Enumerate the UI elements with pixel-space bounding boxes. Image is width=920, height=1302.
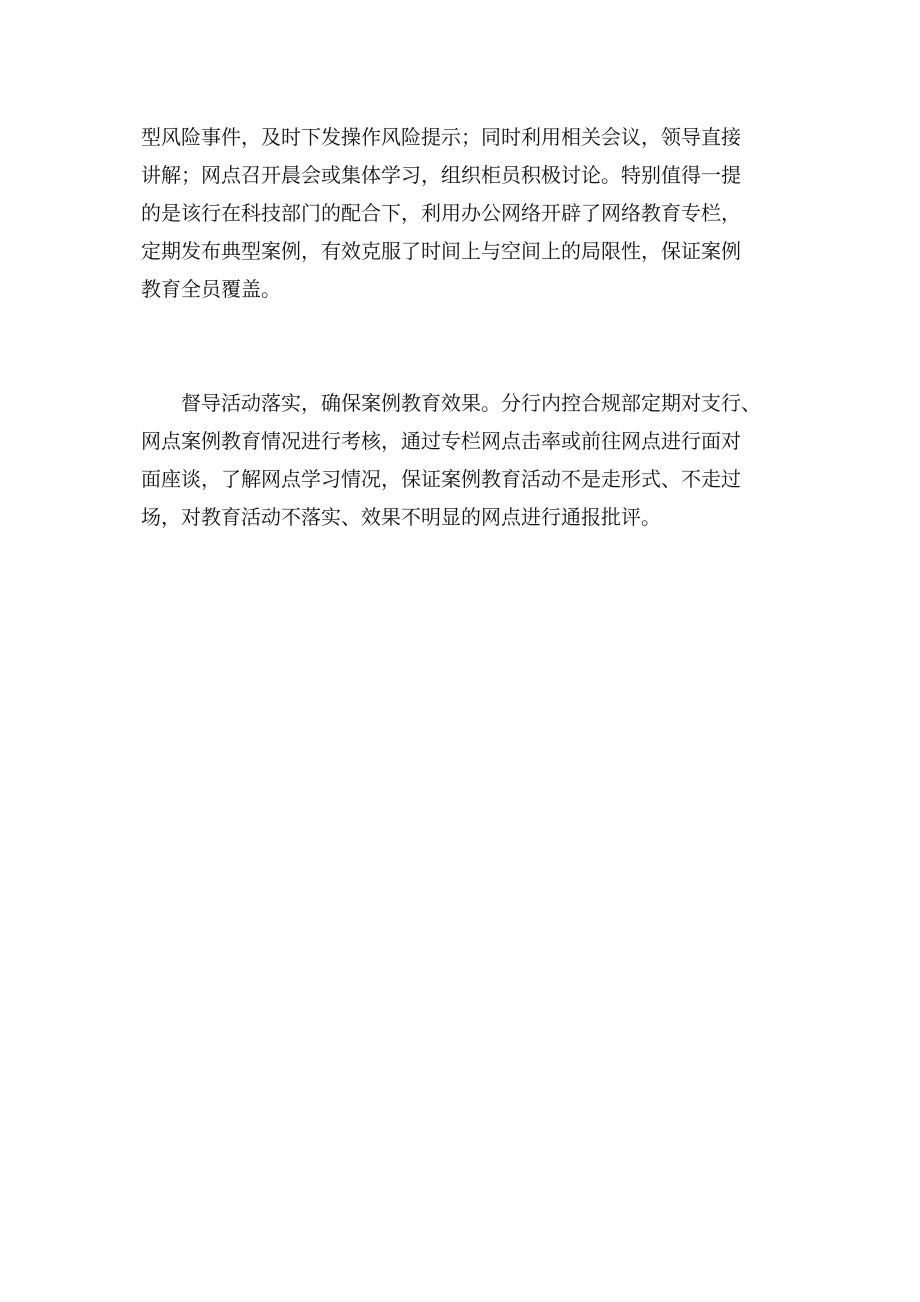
paragraph-line: 场，对教育活动不落实、效果不明显的网点进行通报批评。: [141, 505, 661, 529]
paragraph-line: 教育全员覆盖。: [141, 277, 281, 301]
paragraph-line: 的是该行在科技部门的配合下，利用办公网络开辟了网络教育专栏，: [141, 201, 741, 225]
paragraph-line: 督导活动落实，确保案例教育效果。分行内控合规部定期对支行、: [141, 391, 761, 415]
paragraph-line: 网点案例教育情况进行考核，通过专栏网点击率或前往网点进行面对: [141, 429, 741, 453]
paragraph-line: 型风险事件，及时下发操作风险提示；同时利用相关会议，领导直接: [141, 125, 741, 149]
paragraph-line: 讲解；网点召开晨会或集体学习，组织柜员积极讨论。特别值得一提: [141, 163, 741, 187]
paragraph-line: 面座谈，了解网点学习情况，保证案例教育活动不是走形式、不走过: [141, 467, 741, 491]
paragraph-supervision: [141, 384, 801, 536]
paragraph-line: 定期发布典型案例，有效克服了时间上与空间上的局限性，保证案例: [141, 239, 741, 263]
paragraph-case-education-channels: [141, 118, 801, 308]
